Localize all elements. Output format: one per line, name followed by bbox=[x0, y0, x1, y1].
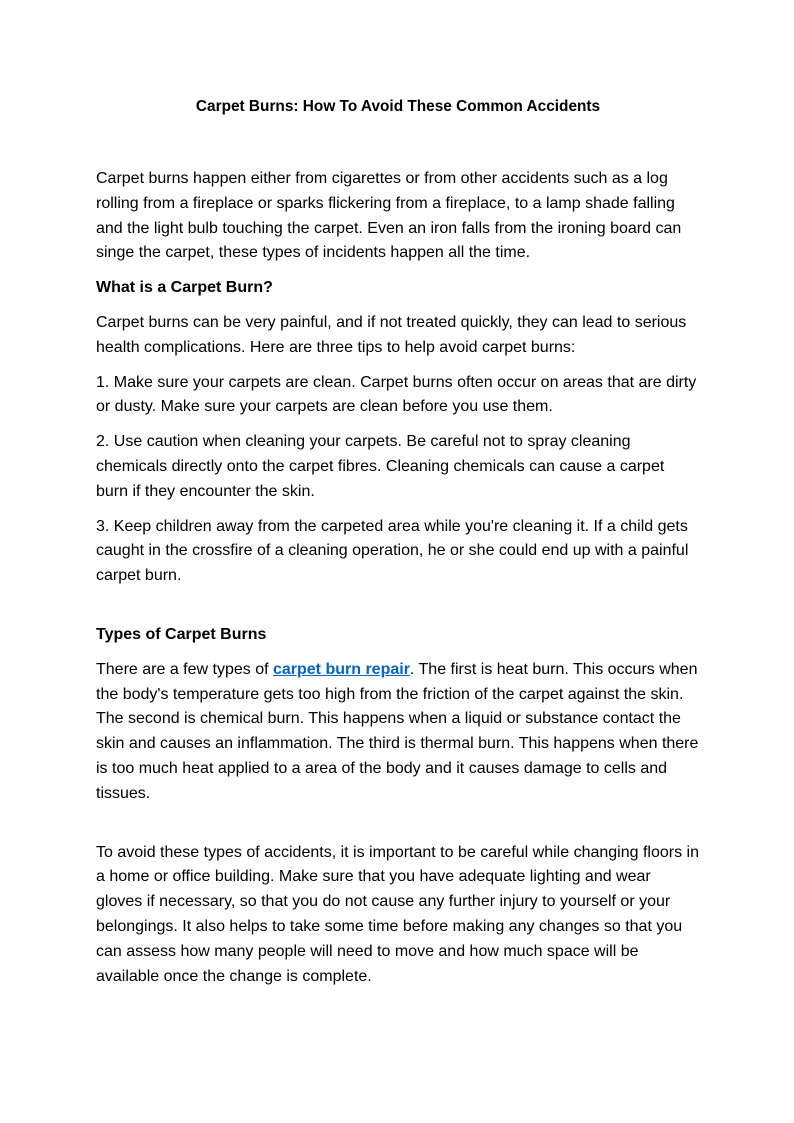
section-heading-what-is: What is a Carpet Burn? bbox=[96, 279, 273, 297]
section2-text-after-link: . The first is heat burn. This occurs when the body's temperature gets too high from the friction of the carpet against the skin. The second is chemical burn. This happens when a liquid or substance contact the skin and causes an inflammation. The third is thermal burn. This happens when there is too much heat applied to a area of the body and it causes damage to cells and tissues. bbox=[96, 660, 699, 802]
tip-item-1: 1. Make sure your carpets are clean. Carpet burns often occur on areas that are dirty or dusty. Make sure your carpets are clean before you use them. bbox=[96, 373, 697, 416]
section-heading-types: Types of Carpet Burns bbox=[96, 625, 267, 643]
spacer bbox=[96, 599, 700, 623]
closing-paragraph: To avoid these types of accidents, it is important to be careful while changing floors in a home or office building. Make sure that you have adequate lighting and wear gloves if necessary, so that you do not cause any further injury to yourself or your belongings. It also helps to take some time before making any changes so that you can assess how many people will need to move and how much space will be available once the change is complete. bbox=[96, 843, 699, 985]
carpet-burn-repair-link[interactable]: carpet burn repair bbox=[272, 660, 410, 678]
spacer bbox=[96, 817, 700, 841]
intro-paragraph: Carpet burns happen either from cigarettes or from other accidents such as a log rolling from a fireplace or sparks flickering from a fireplace, to a lamp shade falling and the light bulb touching the carpet. Even an iron falls from the ironing board can singe the carpet, these types of incidents happen all the time. bbox=[96, 170, 682, 262]
section1-paragraph: Carpet burns can be very painful, and if not treated quickly, they can lead to serious health complications. Here are three tips to help avoid carpet burns: bbox=[96, 313, 687, 356]
section2-paragraph bbox=[96, 658, 700, 807]
page-title: Carpet Burns: How To Avoid These Common Accidents bbox=[195, 98, 601, 115]
tip-item-2: 2. Use caution when cleaning your carpets. Be careful not to spray cleaning chemicals directly onto the carpet fibres. Cleaning chemicals can cause a carpet burn if they encounter the skin. bbox=[96, 433, 665, 500]
tip-item-3: 3. Keep children away from the carpeted area while you're cleaning it. If a child gets caught in the crossfire of a cleaning operation, he or she could end up with a painful carpet burn. bbox=[96, 517, 689, 585]
document-body bbox=[96, 167, 700, 999]
section2-text-before-link: There are a few types of bbox=[96, 660, 273, 678]
